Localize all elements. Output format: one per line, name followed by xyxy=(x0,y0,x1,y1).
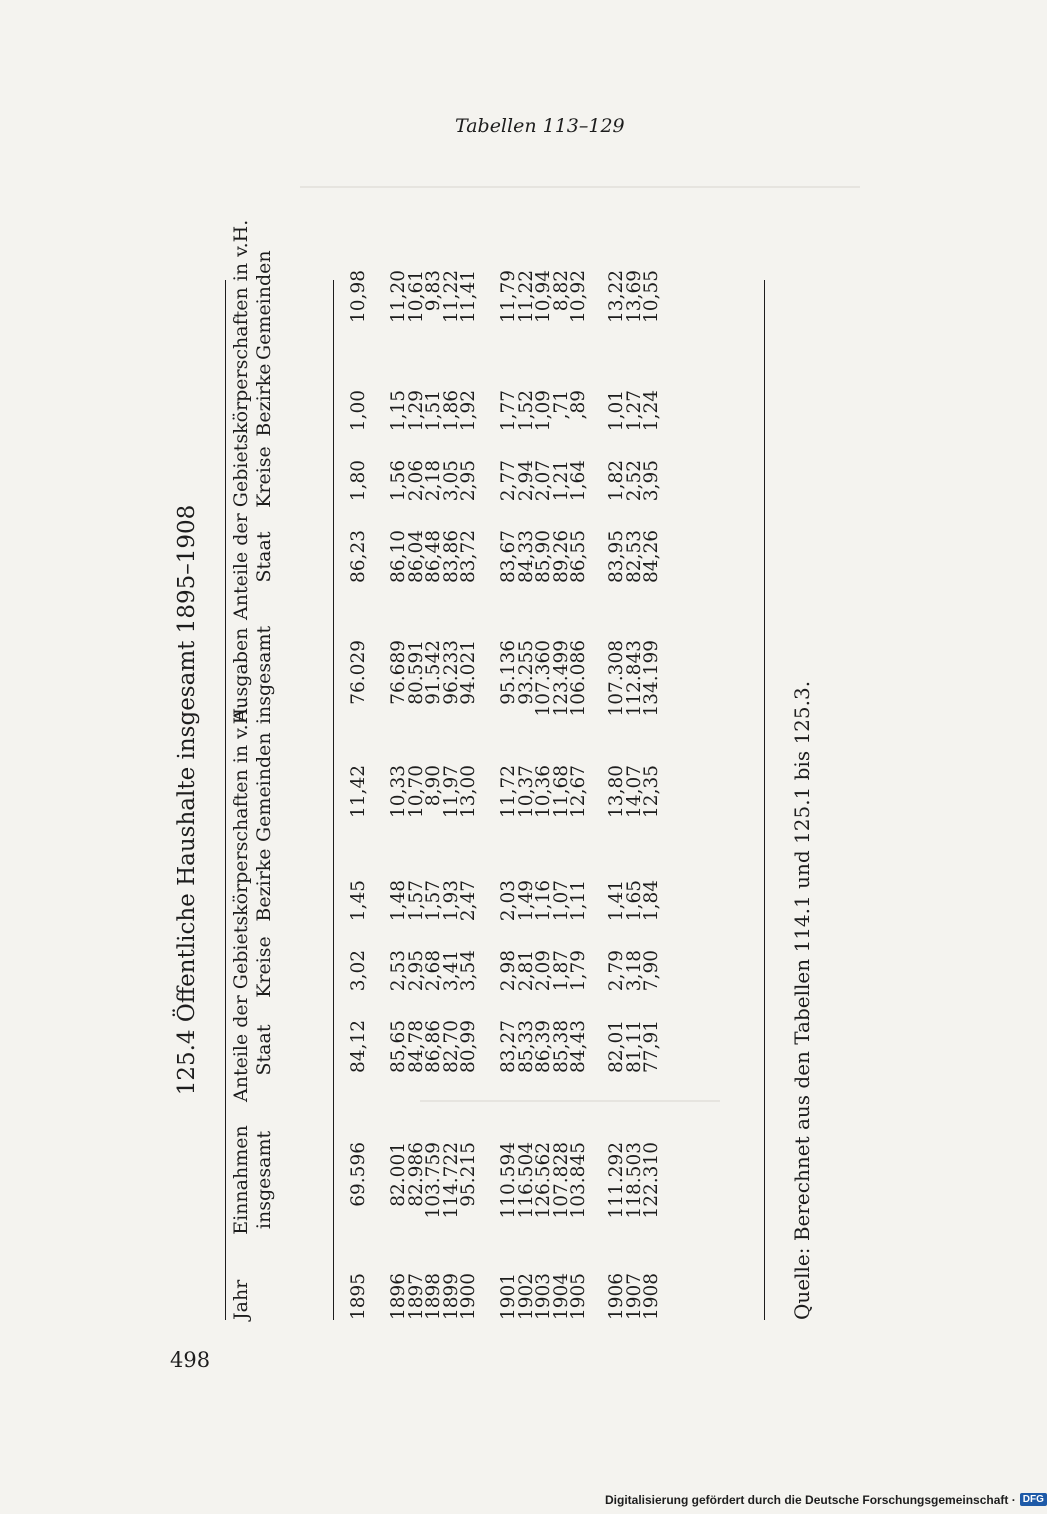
cell-jahr-1906: 1906 xyxy=(606,1272,627,1320)
cell-kreise-1903: 2,09 xyxy=(533,950,554,992)
cell-gemeinden-1900: 13,00 xyxy=(458,765,479,818)
cell-gemeinden-ausgaben-1899: 11,22 xyxy=(440,270,462,323)
cell-einnahmen-1895: 69.596 xyxy=(348,1142,369,1207)
cell-staat-ausgaben-1899: 83,86 xyxy=(440,530,462,583)
cell-kreise-ausgaben-1900: 2,95 xyxy=(458,460,479,502)
cell-einnahmen-1900: 95.215 xyxy=(458,1142,479,1207)
cell-kreise-ausgaben-1904: 1,21 xyxy=(550,460,572,502)
cell-einnahmen-1896: 82.001 xyxy=(388,1142,409,1207)
cell-kreise-ausgaben-1906: 1,82 xyxy=(606,460,627,502)
header-kreise-ausgaben: Kreise xyxy=(253,446,275,508)
cell-kreise-1900: 3,54 xyxy=(458,950,479,992)
cell-ausgaben-1906: 107.308 xyxy=(606,640,627,717)
cell-einnahmen-1897: 82.986 xyxy=(405,1142,427,1207)
cell-bezirke-ausgaben-1895: 1,00 xyxy=(348,390,369,432)
cell-ausgaben-1899: 96.233 xyxy=(440,640,462,705)
cell-staat-ausgaben-1895: 86,23 xyxy=(348,530,369,583)
cell-gemeinden-1895: 11,42 xyxy=(348,765,369,818)
cell-ausgaben-1895: 76.029 xyxy=(348,640,369,705)
cell-kreise-1907: 3,18 xyxy=(623,950,645,992)
cell-ausgaben-1905: 106.086 xyxy=(568,640,589,717)
dfg-logo: DFG xyxy=(1020,1493,1047,1506)
cell-staat-1904: 85,38 xyxy=(550,1020,572,1073)
cell-ausgaben-1897: 80.591 xyxy=(405,640,427,705)
cell-gemeinden-ausgaben-1897: 10,61 xyxy=(405,270,427,323)
cell-bezirke-1901: 2,03 xyxy=(498,880,519,922)
cell-kreise-1906: 2,79 xyxy=(606,950,627,992)
footer-text: Digitalisierung gefördert durch die Deutsche Forschungsgemeinschaft · xyxy=(605,1492,1016,1507)
cell-gemeinden-1901: 11,72 xyxy=(498,765,519,818)
cell-kreise-ausgaben-1902: 2,94 xyxy=(515,460,537,502)
cell-ausgaben-1900: 94.021 xyxy=(458,640,479,705)
cell-ausgaben-1902: 93.255 xyxy=(515,640,537,705)
header-ausgaben-line1: Ausgaben xyxy=(230,627,252,723)
header-bezirke-ausgaben: Bezirke xyxy=(253,363,275,437)
table-top-rule xyxy=(225,280,226,1320)
cell-gemeinden-ausgaben-1904: 8,82 xyxy=(550,270,572,312)
cell-staat-ausgaben-1908: 84,26 xyxy=(641,530,662,583)
cell-staat-ausgaben-1903: 85,90 xyxy=(533,530,554,583)
cell-staat-ausgaben-1902: 84,33 xyxy=(515,530,537,583)
cell-gemeinden-ausgaben-1902: 11,22 xyxy=(515,270,537,323)
cell-staat-ausgaben-1904: 89,26 xyxy=(550,530,572,583)
cell-bezirke-ausgaben-1897: 1,29 xyxy=(405,390,427,432)
cell-gemeinden-1908: 12,35 xyxy=(641,765,662,818)
cell-staat-ausgaben-1907: 82,53 xyxy=(623,530,645,583)
cell-kreise-ausgaben-1907: 2,52 xyxy=(623,460,645,502)
header-staat: Staat xyxy=(253,1024,275,1076)
cell-kreise-ausgaben-1905: 1,64 xyxy=(568,460,589,502)
header-ausgaben-line2: insgesamt xyxy=(252,625,275,725)
cell-jahr-1905: 1905 xyxy=(568,1272,589,1320)
cell-jahr-1895: 1895 xyxy=(348,1272,369,1320)
cell-jahr-1907: 1907 xyxy=(623,1272,645,1320)
cell-gemeinden-ausgaben-1905: 10,92 xyxy=(568,270,589,323)
cell-bezirke-ausgaben-1896: 1,15 xyxy=(388,390,409,432)
cell-kreise-ausgaben-1895: 1,80 xyxy=(348,460,369,502)
page-number: 498 xyxy=(170,1348,211,1372)
cell-bezirke-ausgaben-1905: ,89 xyxy=(568,390,589,420)
cell-staat-ausgaben-1896: 86,10 xyxy=(388,530,409,583)
cell-einnahmen-1904: 107.828 xyxy=(550,1142,572,1219)
cell-staat-1901: 83,27 xyxy=(498,1020,519,1073)
header-jahr: Jahr xyxy=(230,1279,252,1320)
cell-kreise-1895: 3,02 xyxy=(348,950,369,992)
cell-bezirke-1902: 1,49 xyxy=(515,880,537,922)
cell-gemeinden-1896: 10,33 xyxy=(388,765,409,818)
cell-staat-ausgaben-1905: 86,55 xyxy=(568,530,589,583)
cell-einnahmen-1903: 126.562 xyxy=(533,1142,554,1219)
cell-jahr-1897: 1897 xyxy=(405,1272,427,1320)
cell-kreise-1898: 2,68 xyxy=(423,950,444,992)
cell-bezirke-ausgaben-1907: 1,27 xyxy=(623,390,645,432)
cell-kreise-ausgaben-1901: 2,77 xyxy=(498,460,519,502)
cell-gemeinden-1897: 10,70 xyxy=(405,765,427,818)
cell-jahr-1908: 1908 xyxy=(641,1272,662,1320)
cell-bezirke-1895: 1,45 xyxy=(348,880,369,922)
cell-kreise-ausgaben-1908: 3,95 xyxy=(641,460,662,502)
digitization-footer xyxy=(605,1489,1044,1510)
cell-kreise-ausgaben-1899: 3,05 xyxy=(440,460,462,502)
cell-staat-1896: 85,65 xyxy=(388,1020,409,1073)
cell-staat-1903: 86,39 xyxy=(533,1020,554,1073)
table-title: 125.4 Öffentliche Haushalte insgesamt 1895–1908 xyxy=(174,504,200,1096)
cell-bezirke-1904: 1,07 xyxy=(550,880,572,922)
cell-jahr-1901: 1901 xyxy=(498,1272,519,1320)
cell-staat-ausgaben-1897: 86,04 xyxy=(405,530,427,583)
source-note: Quelle: Berechnet aus den Tabellen 114.1 und 125.1 bis 125.3. xyxy=(790,680,814,1320)
table-bottom-rule xyxy=(764,280,765,1320)
cell-einnahmen-1901: 110.594 xyxy=(498,1142,519,1219)
cell-bezirke-ausgaben-1899: 1,86 xyxy=(440,390,462,432)
cell-gemeinden-1905: 12,67 xyxy=(568,765,589,818)
cell-ausgaben-1904: 123.499 xyxy=(550,640,572,717)
cell-kreise-1896: 2,53 xyxy=(388,950,409,992)
cell-staat-1900: 80,99 xyxy=(458,1020,479,1073)
cell-jahr-1904: 1904 xyxy=(550,1272,572,1320)
cell-bezirke-ausgaben-1900: 1,92 xyxy=(458,390,479,432)
cell-staat-1905: 84,43 xyxy=(568,1020,589,1073)
cell-ausgaben-1907: 112.843 xyxy=(623,640,645,717)
cell-bezirke-1906: 1,41 xyxy=(606,880,627,922)
header-einnahmen-line2: insgesamt xyxy=(252,1130,275,1230)
cell-gemeinden-ausgaben-1903: 10,94 xyxy=(533,270,554,323)
cell-kreise-1908: 7,90 xyxy=(641,950,662,992)
cell-gemeinden-ausgaben-1895: 10,98 xyxy=(348,270,369,323)
cell-staat-1899: 82,70 xyxy=(440,1020,462,1073)
cell-gemeinden-1902: 10,37 xyxy=(515,765,537,818)
cell-einnahmen-1902: 116.504 xyxy=(515,1142,537,1219)
cell-staat-1897: 84,78 xyxy=(405,1020,427,1073)
header-bottom-rule xyxy=(333,280,334,1320)
cell-staat-1898: 86,86 xyxy=(423,1020,444,1073)
cell-kreise-1901: 2,98 xyxy=(498,950,519,992)
cell-bezirke-1903: 1,16 xyxy=(533,880,554,922)
header-gemeinden: Gemeinden xyxy=(253,732,275,842)
header-gemeinden-ausgaben: Gemeinden xyxy=(253,250,275,360)
cell-bezirke-ausgaben-1908: 1,24 xyxy=(641,390,662,432)
cell-gemeinden-1907: 14,07 xyxy=(623,765,645,818)
cell-gemeinden-1903: 10,36 xyxy=(533,765,554,818)
cell-ausgaben-1898: 91.542 xyxy=(423,640,444,705)
rotated-table-region xyxy=(150,160,870,1320)
header-staat-ausgaben: Staat xyxy=(253,531,275,583)
cell-bezirke-ausgaben-1903: 1,09 xyxy=(533,390,554,432)
cell-gemeinden-ausgaben-1896: 11,20 xyxy=(388,270,409,323)
cell-ausgaben-1908: 134.199 xyxy=(641,640,662,717)
cell-bezirke-1907: 1,65 xyxy=(623,880,645,922)
cell-bezirke-1905: 1,11 xyxy=(568,880,589,922)
cell-kreise-1905: 1,79 xyxy=(568,950,589,992)
cell-einnahmen-1898: 103.759 xyxy=(423,1142,444,1219)
cell-gemeinden-ausgaben-1908: 10,55 xyxy=(641,270,662,323)
cell-kreise-1904: 1,87 xyxy=(550,950,572,992)
cell-bezirke-ausgaben-1906: 1,01 xyxy=(606,390,627,432)
cell-jahr-1902: 1902 xyxy=(515,1272,537,1320)
header-einnahmen xyxy=(230,1120,276,1240)
cell-kreise-1902: 2,81 xyxy=(515,950,537,992)
cell-staat-ausgaben-1898: 86,48 xyxy=(423,530,444,583)
cell-gemeinden-ausgaben-1900: 11,41 xyxy=(458,270,479,323)
cell-bezirke-ausgaben-1898: 1,51 xyxy=(423,390,444,432)
cell-staat-1906: 82,01 xyxy=(606,1020,627,1073)
cell-kreise-ausgaben-1896: 1,56 xyxy=(388,460,409,502)
header-anteile-einnahmen: Anteile der Gebietskörperschaften in v.H. xyxy=(230,701,252,1102)
cell-gemeinden-1904: 11,68 xyxy=(550,765,572,818)
cell-einnahmen-1899: 114.722 xyxy=(440,1142,462,1219)
cell-jahr-1899: 1899 xyxy=(440,1272,462,1320)
header-ausgaben xyxy=(230,620,276,730)
cell-gemeinden-ausgaben-1898: 9,83 xyxy=(423,270,444,312)
cell-ausgaben-1903: 107.360 xyxy=(533,640,554,717)
cell-staat-ausgaben-1906: 83,95 xyxy=(606,530,627,583)
cell-bezirke-ausgaben-1901: 1,77 xyxy=(498,390,519,432)
cell-jahr-1898: 1898 xyxy=(423,1272,444,1320)
cell-kreise-ausgaben-1897: 2,06 xyxy=(405,460,427,502)
cell-ausgaben-1896: 76.689 xyxy=(388,640,409,705)
cell-gemeinden-ausgaben-1901: 11,79 xyxy=(498,270,519,323)
header-anteile-ausgaben: Anteile der Gebietskörperschaften in v.H. xyxy=(230,219,252,620)
cell-staat-ausgaben-1901: 83,67 xyxy=(498,530,519,583)
cell-kreise-1899: 3,41 xyxy=(440,950,462,992)
cell-bezirke-1897: 1,57 xyxy=(405,880,427,922)
cell-staat-1895: 84,12 xyxy=(348,1020,369,1073)
cell-gemeinden-ausgaben-1907: 13,69 xyxy=(623,270,645,323)
cell-kreise-1897: 2,95 xyxy=(405,950,427,992)
cell-gemeinden-1898: 8,90 xyxy=(423,765,444,807)
cell-einnahmen-1905: 103.845 xyxy=(568,1142,589,1219)
cell-bezirke-ausgaben-1904: ,71 xyxy=(550,390,572,420)
cell-bezirke-1900: 2,47 xyxy=(458,880,479,922)
cell-bezirke-1899: 1,93 xyxy=(440,880,462,922)
cell-ausgaben-1901: 95.136 xyxy=(498,640,519,705)
cell-gemeinden-1906: 13,80 xyxy=(606,765,627,818)
cell-bezirke-ausgaben-1902: 1,52 xyxy=(515,390,537,432)
cell-kreise-ausgaben-1903: 2,07 xyxy=(533,460,554,502)
cell-bezirke-1898: 1,57 xyxy=(423,880,444,922)
running-header: Tabellen 113–129 xyxy=(455,115,625,137)
header-einnahmen-line1: Einnahmen xyxy=(230,1125,252,1235)
cell-staat-1908: 77,91 xyxy=(641,1020,662,1073)
cell-bezirke-1896: 1,48 xyxy=(388,880,409,922)
cell-gemeinden-ausgaben-1906: 13,22 xyxy=(606,270,627,323)
cell-gemeinden-1899: 11,97 xyxy=(440,765,462,818)
cell-staat-ausgaben-1900: 83,72 xyxy=(458,530,479,583)
cell-staat-1907: 81,11 xyxy=(623,1020,645,1073)
cell-einnahmen-1908: 122.310 xyxy=(641,1142,662,1219)
cell-jahr-1900: 1900 xyxy=(458,1272,479,1320)
header-kreise: Kreise xyxy=(253,936,275,998)
cell-einnahmen-1907: 118.503 xyxy=(623,1142,645,1219)
cell-einnahmen-1906: 111.292 xyxy=(606,1142,627,1219)
cell-staat-1902: 85,33 xyxy=(515,1020,537,1073)
cell-kreise-ausgaben-1898: 2,18 xyxy=(423,460,444,502)
cell-bezirke-1908: 1,84 xyxy=(641,880,662,922)
cell-jahr-1903: 1903 xyxy=(533,1272,554,1320)
cell-jahr-1896: 1896 xyxy=(388,1272,409,1320)
header-bezirke: Bezirke xyxy=(253,848,275,922)
